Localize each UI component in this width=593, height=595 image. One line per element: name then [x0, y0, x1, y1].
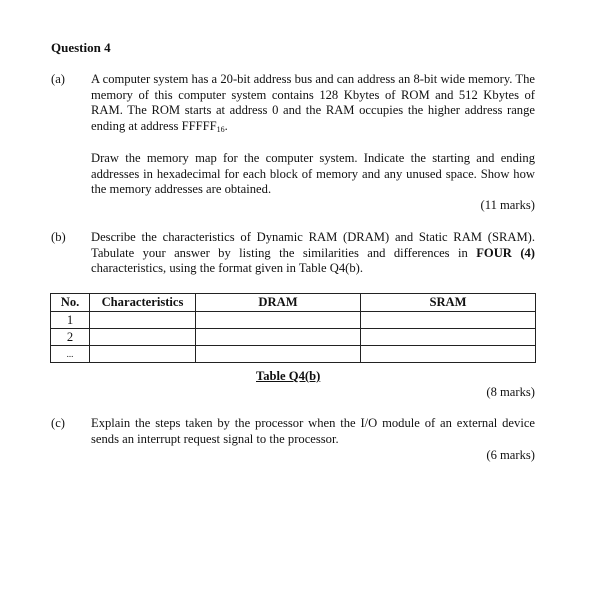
- part-b-marks: (8 marks): [486, 385, 535, 399]
- part-c-paragraph: Explain the steps taken by the processor when the I/O module of an external device sends an interrupt request signal to the processor.: [91, 416, 535, 446]
- part-a-marks: (11 marks): [480, 198, 535, 212]
- part-a-para1-end: .: [224, 118, 228, 133]
- table-caption: Table Q4(b): [256, 369, 321, 383]
- empty-cell: [196, 346, 361, 363]
- part-b-text: Describe the characteristics of Dynamic RAM (DRAM) and Static RAM (SRAM). Tabulate your answer by listing the similarities and differences in: [91, 230, 535, 260]
- empty-cell: [361, 346, 536, 363]
- empty-cell: [90, 329, 196, 346]
- part-c-label: (c): [51, 416, 65, 430]
- part-b-paragraph: [91, 230, 535, 277]
- part-a-label: (a): [51, 72, 65, 86]
- empty-cell: [90, 312, 196, 329]
- table-row: [51, 329, 536, 346]
- empty-cell: [361, 312, 536, 329]
- empty-cell: [196, 312, 361, 329]
- header-dram: DRAM: [196, 294, 361, 312]
- empty-cell: [361, 329, 536, 346]
- part-b-text-end: characteristics, using the format given in Table Q4(b).: [91, 261, 364, 275]
- part-a-hex-subscript: 16: [216, 124, 225, 134]
- question-title: Question 4: [51, 40, 111, 55]
- part-b-label: (b): [51, 230, 66, 244]
- table-row: [51, 312, 536, 329]
- part-b-bold-count: FOUR (4): [476, 245, 535, 260]
- empty-cell: [90, 346, 196, 363]
- header-sram: SRAM: [361, 294, 536, 312]
- part-a-paragraph-1: [91, 72, 535, 137]
- row-number: ...: [51, 346, 90, 363]
- part-c-marks: (6 marks): [486, 448, 535, 462]
- part-a-paragraph-2: Draw the memory map for the computer system. Indicate the starting and ending addresses in hexadecimal for each block of memory and any unused space. Show how the memory addresses are obtained.: [91, 151, 535, 196]
- table-row: [51, 346, 536, 363]
- part-a-para1-text: A computer system has a 20-bit address bus and can address an 8-bit wide memory. The memory of this computer system contains 128 Kbytes of ROM and 512 Kbytes of RAM. The ROM starts at address 0 and the RAM occupies the higher address range ending at address FFFFF: [91, 72, 535, 133]
- row-number: 1: [51, 312, 90, 329]
- empty-cell: [196, 329, 361, 346]
- table-header-row: [51, 294, 536, 312]
- header-characteristics: Characteristics: [90, 294, 196, 312]
- row-number: 2: [51, 329, 90, 346]
- table-q4b: [50, 293, 536, 363]
- header-no: No.: [51, 294, 90, 312]
